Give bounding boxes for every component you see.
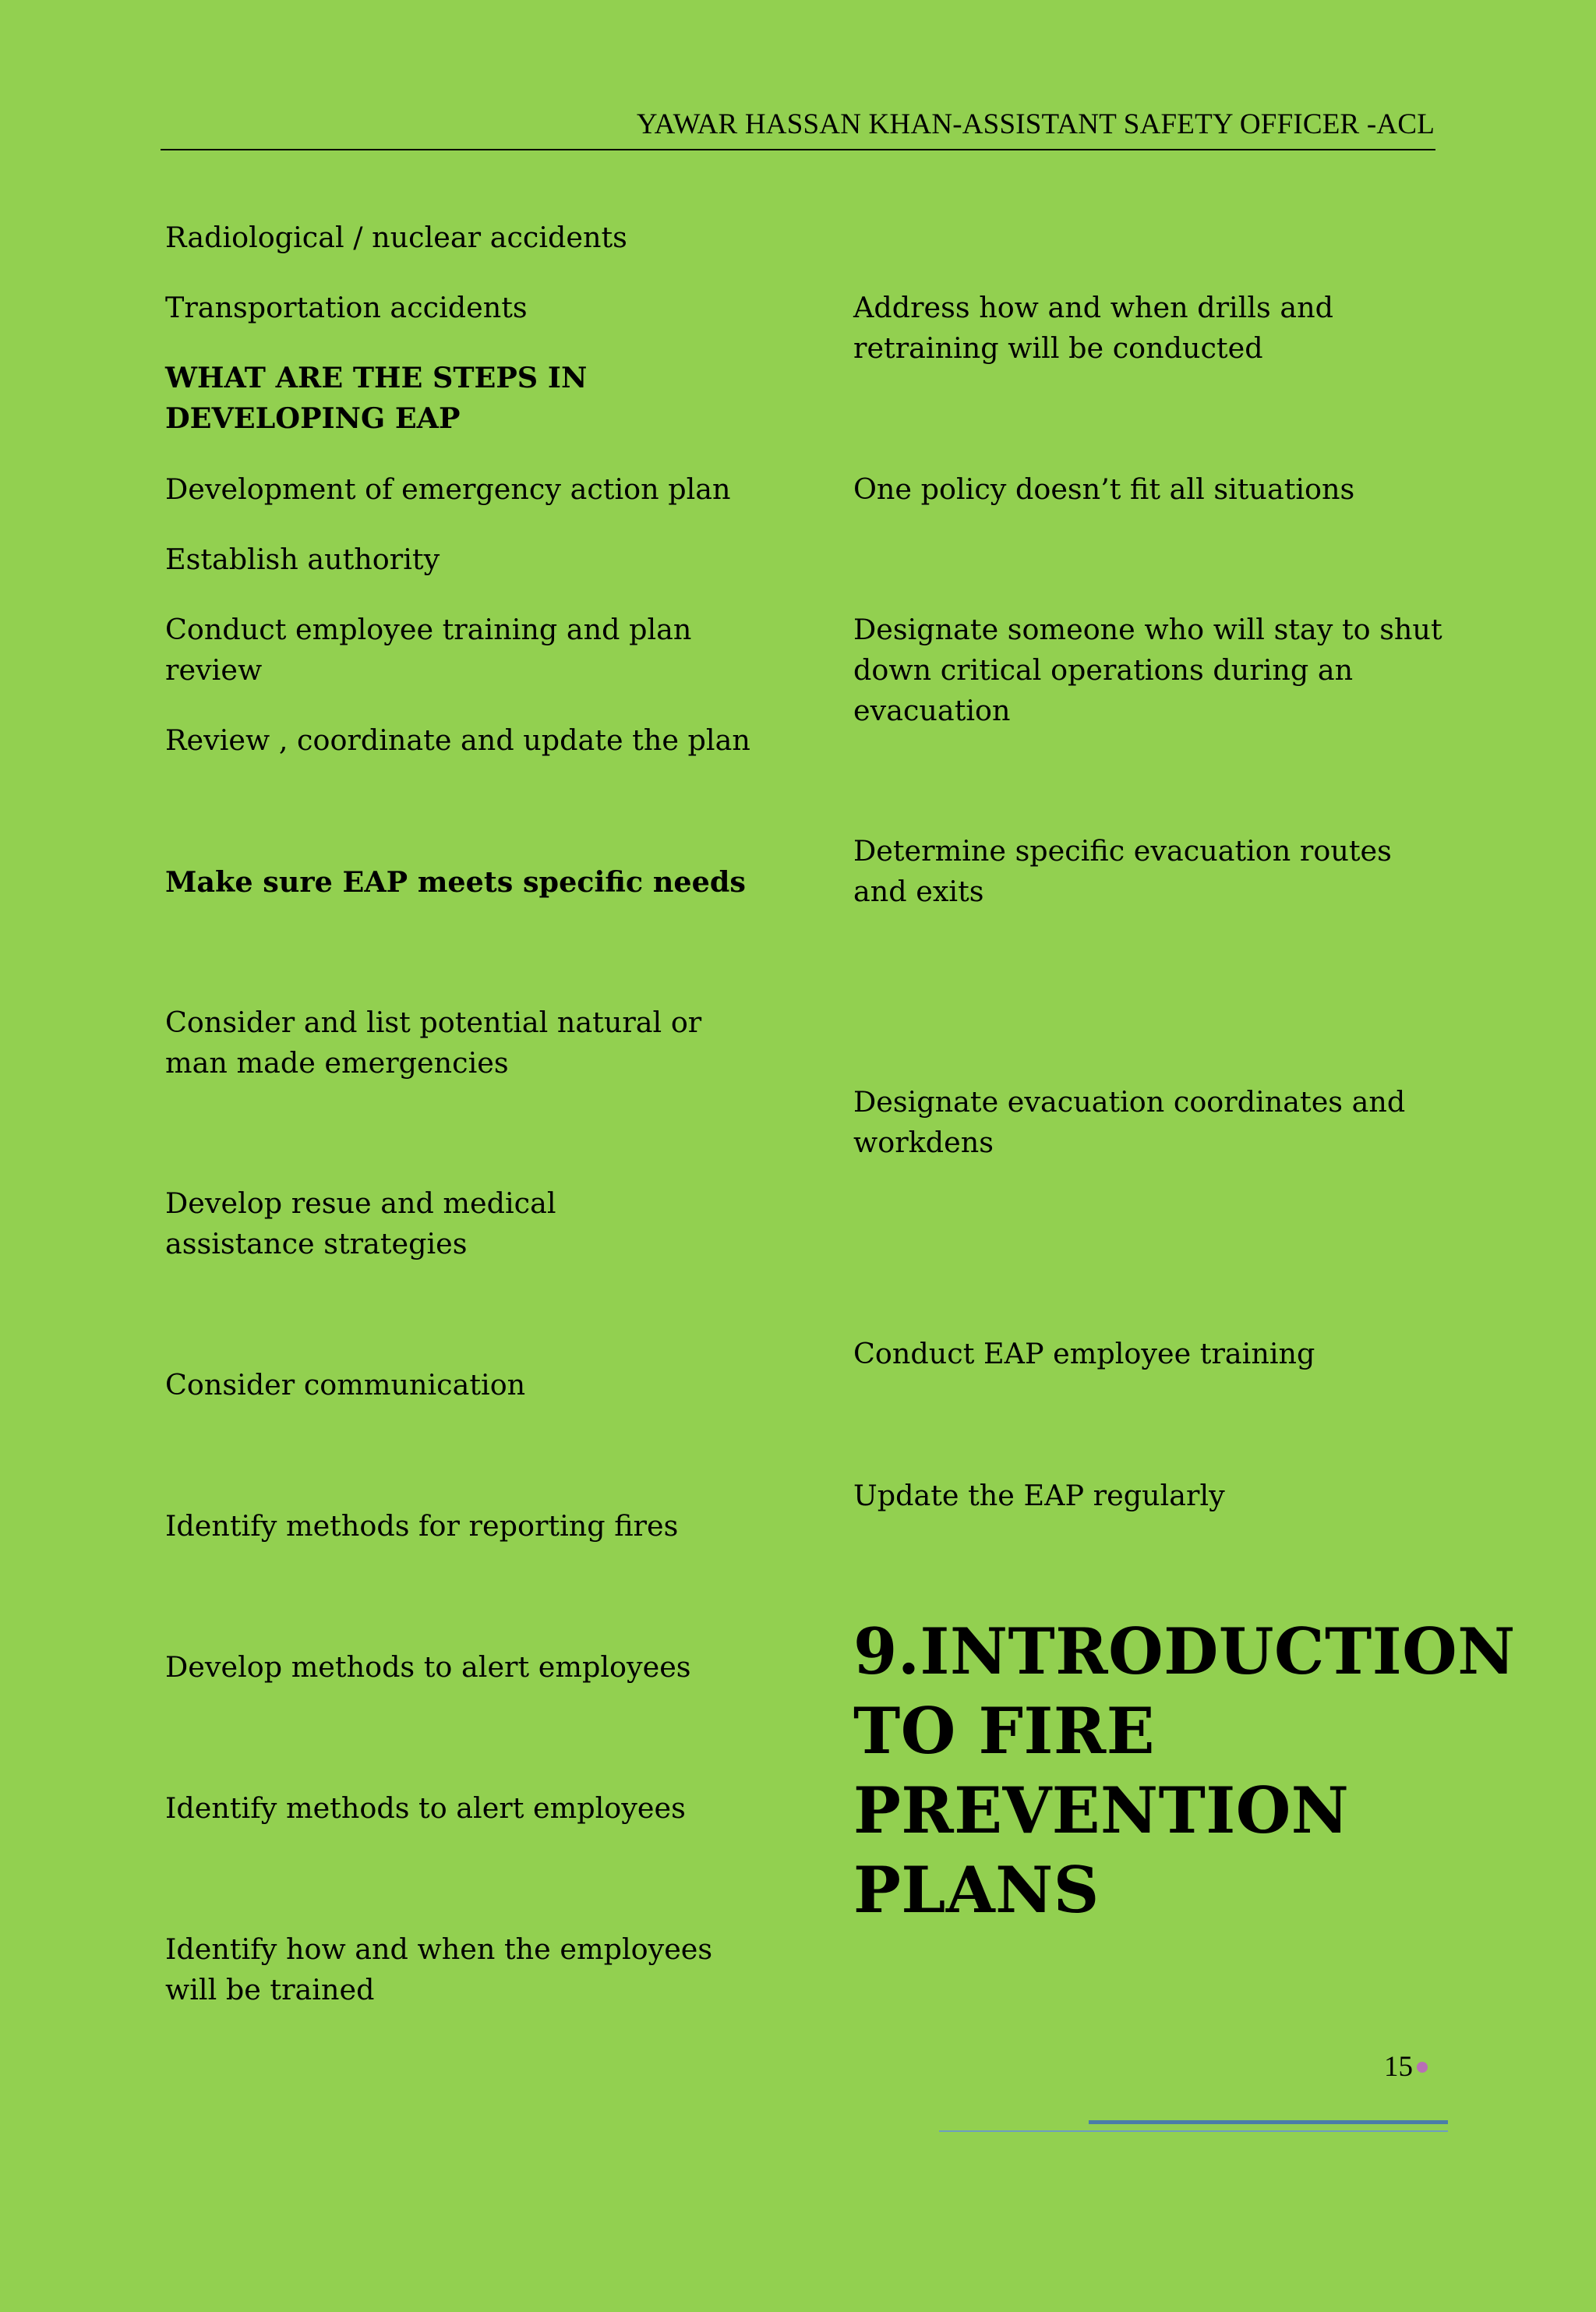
list-item: Establish authority [165,543,440,576]
list-item: Identify methods for reporting fires [165,1509,679,1543]
list-item: Develop resue and medical assistance strategies [165,1186,556,1260]
list-item: One policy doesn’t fit all situations [853,472,1355,506]
list-item: Identify how and when the employees will be trained [165,1932,713,2006]
list-item: Radiological / nuclear accidents [165,221,627,254]
steps-heading: WHAT ARE THE STEPS IN DEVELOPING EAP [165,361,588,435]
page-number: 15 [1384,2051,1413,2083]
list-item: Designate evacuation coordinates and workdens [853,1085,1406,1159]
list-item: Determine specific evacuation routes and exits [853,834,1392,908]
section-heading: 9.INTRODUCTION TO FIRE PREVENTION PLANS [853,1615,1516,1928]
list-item: Update the EAP regularly [853,1479,1225,1512]
header-title: YAWAR HASSAN KHAN-ASSISTANT SAFETY OFFICER -ACL [636,108,1435,140]
footer-divider-thin [939,2130,1448,2132]
list-item: Transportation accidents [165,291,528,324]
list-item: Consider communication [165,1368,526,1402]
list-item: Address how and when drills and retraining will be conducted [853,291,1334,365]
header-divider [161,149,1435,150]
footer-divider [1089,2120,1448,2124]
list-item: Development of emergency action plan [165,472,731,506]
list-item: Develop methods to alert employees [165,1650,691,1684]
list-item: Identify methods to alert employees [165,1791,686,1825]
page-dot-icon [1417,2062,1428,2073]
list-item: Designate someone who will stay to shut down critical operations during an evacuation [853,613,1442,727]
needs-heading: Make sure EAP meets specific needs [165,865,746,899]
list-item: Review , coordinate and update the plan [165,723,750,757]
list-item: Conduct employee training and plan review [165,613,692,687]
list-item: Conduct EAP employee training [853,1337,1315,1370]
list-item: Consider and list potential natural or man made emergencies [165,1006,702,1080]
